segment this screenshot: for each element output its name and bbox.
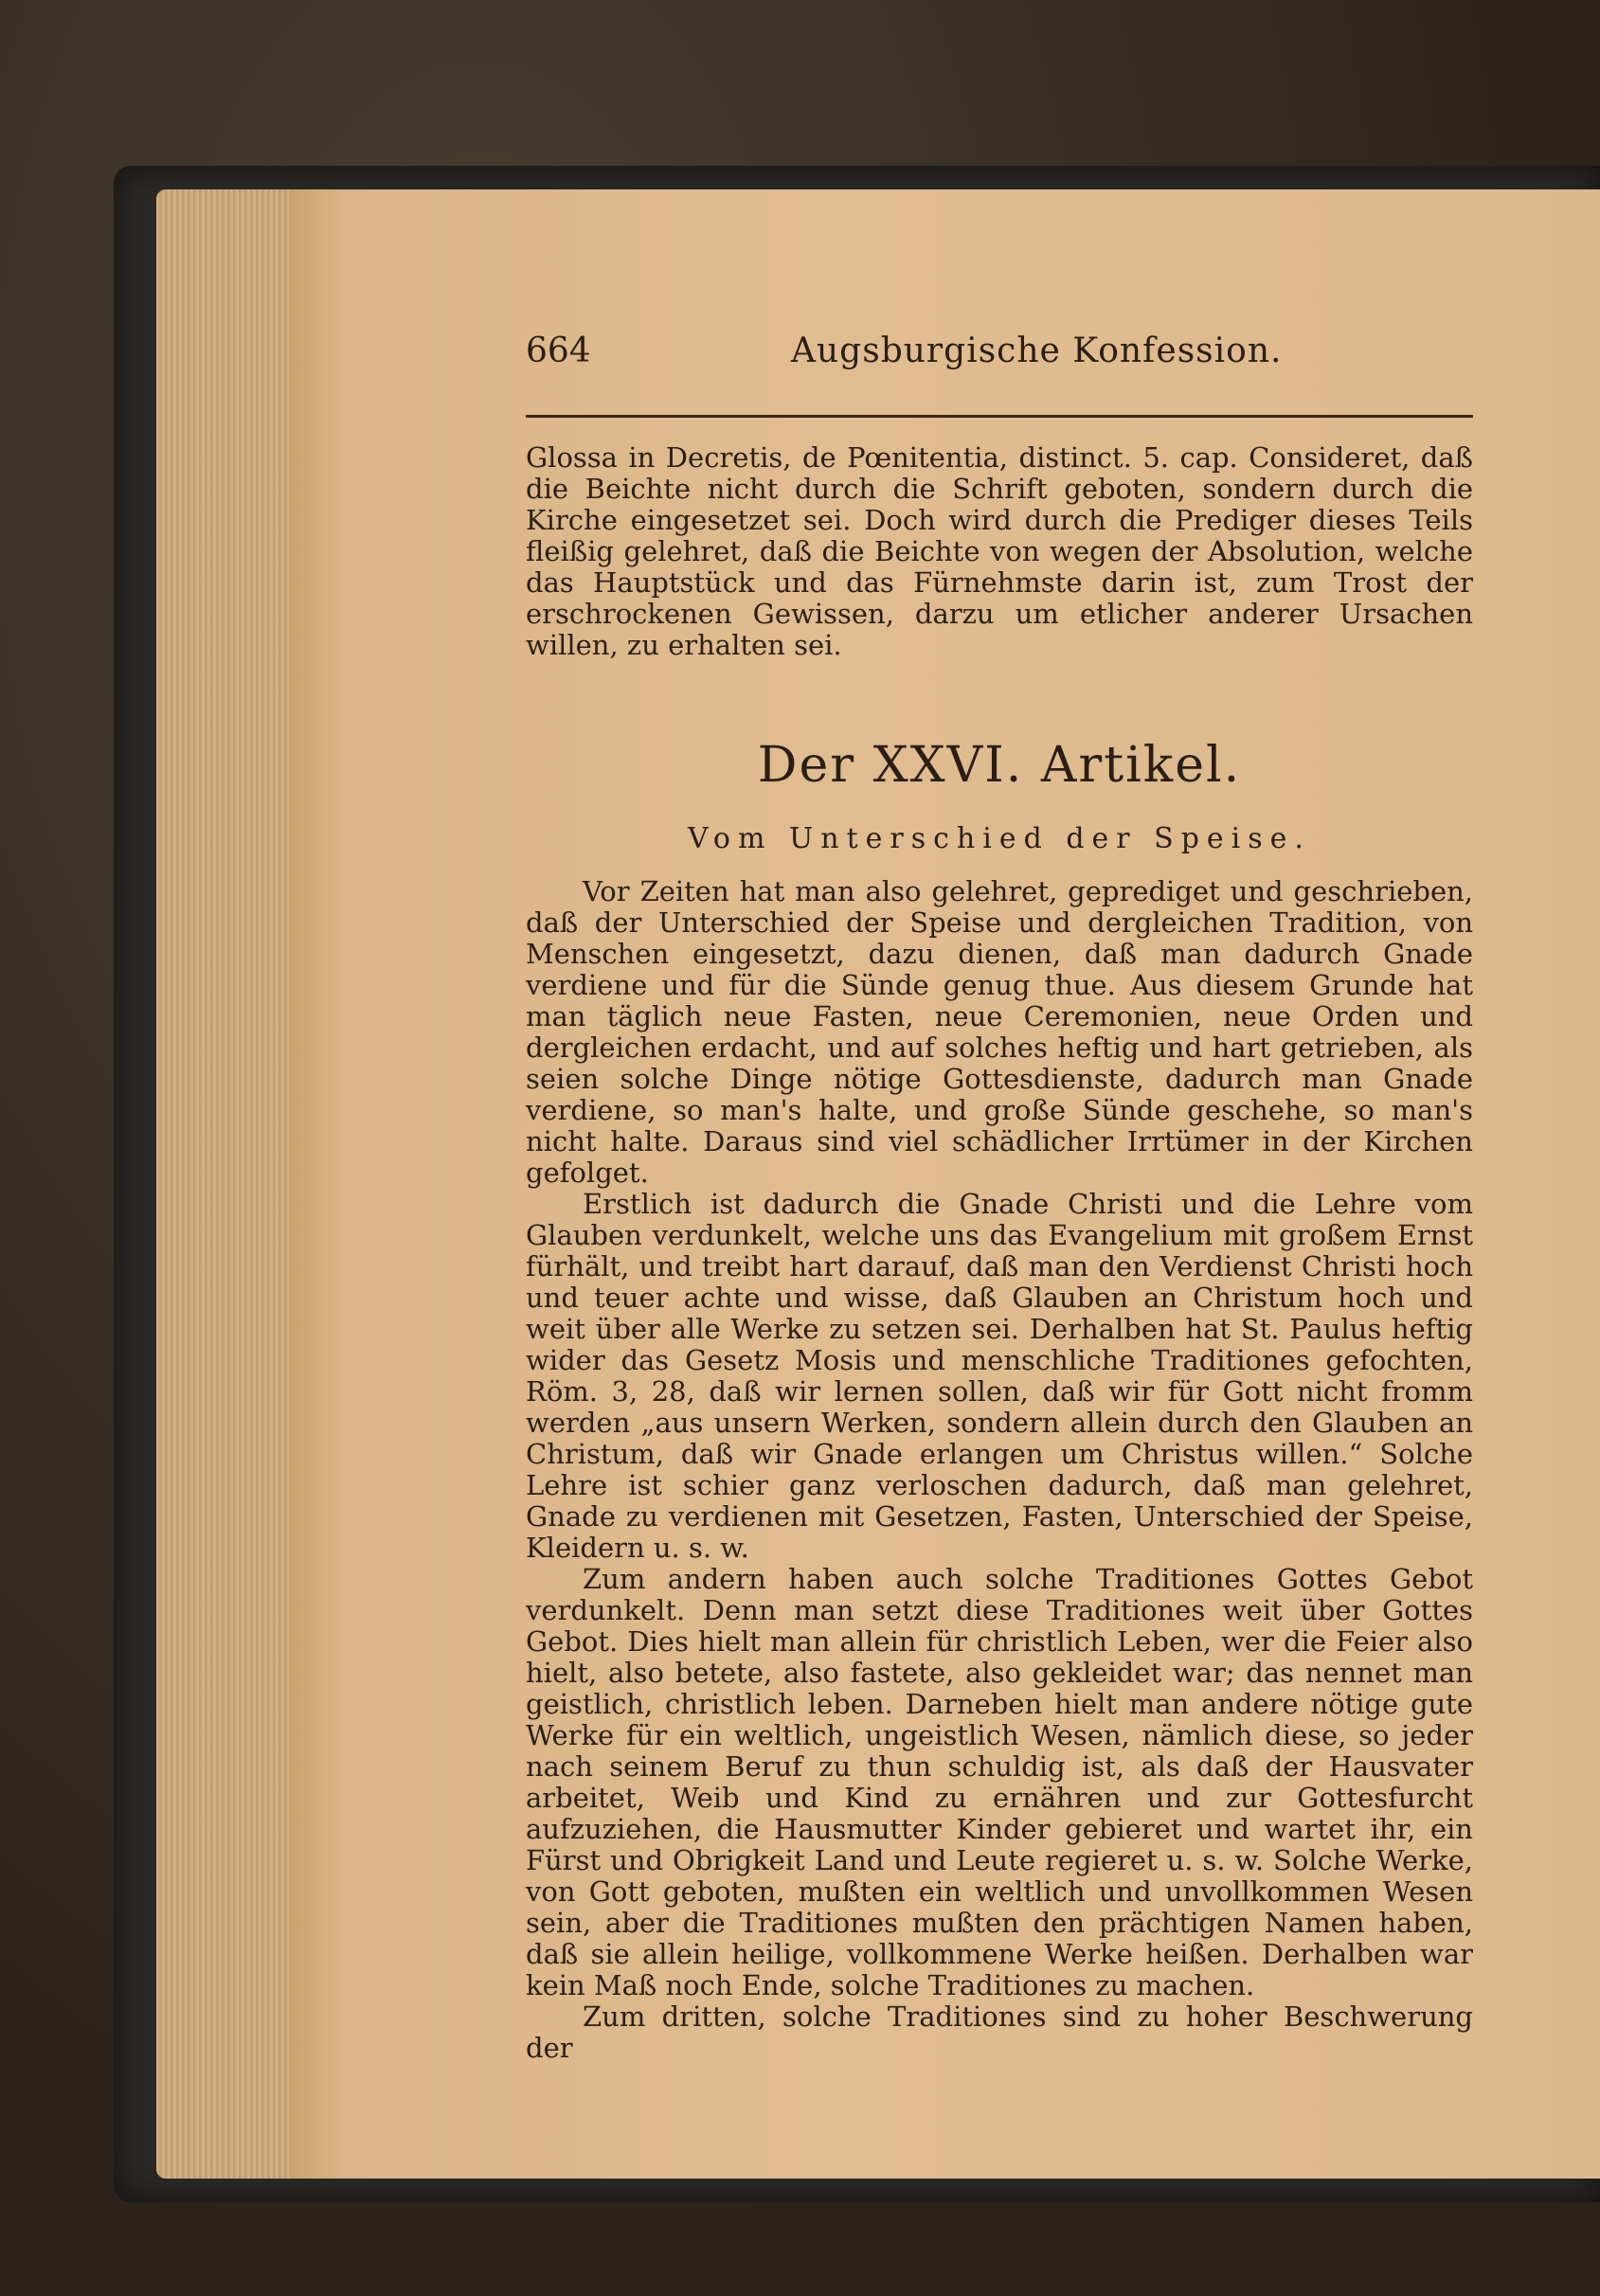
running-title: Augsburgische Konfession. (791, 332, 1283, 370)
paragraph: Zum andern haben auch solche Traditiones Gottes Gebot verdunkelt. Denn man setzt diese Traditiones weit über Gottes Gebot. Dies hielt man allein für christlich Leben, wer die Feier also hielt, also betete, also fastete, also gekleidet war; das nennet man geistlich, christlich leben. Darneben hielt man andere nötige gute Werke für ein weltlich, ungeistlich Wesen, nämlich diese, so jeder nach seinem Beruf zu thun schuldig ist, als daß der Hausvater arbeitet, Weib und Kind zu ernähren und zur Gottesfurcht aufzuziehen, die Hausmutter Kinder gebieret und wartet ihr, ein Fürst und Obrigkeit Land und Leute regieret u. s. w. Solche Werke, von Gott geboten, mußten ein weltlich und unvollkommen Wesen sein, aber die Traditiones mußten den prächtigen Namen haben, daß sie allein heilige, vollkommene Werke heißen. Derhalben war kein Maß noch Ende, solche Traditiones zu machen. (526, 1563, 1473, 2001)
continuation-paragraph: Glossa in Decretis, de Pœnitentia, distinct. 5. cap. Consideret, daß die Beichte nicht durch die Schrift geboten, sondern durch die Kirche eingesetzet sei. Doch wird durch die Prediger dieses Teils fleißig gelehret, daß die Beichte von wegen der Absolution, welche das Hauptstück und das Fürnehmste darin ist, zum Trost der erschrockenen Gewissen, darzu um etlicher anderer Ursachen willen, zu erhalten sei. (526, 441, 1473, 661)
paragraph: Vor Zeiten hat man also gelehret, geprediget und geschrieben, daß der Unterschied der Speise und dergleichen Tradition, von Menschen eingesetzt, dazu dienen, daß man dadurch Gnade verdiene und für die Sünde genug thue. Aus diesem Grunde hat man täglich neue Fasten, neue Ceremonien, neue Orden und dergleichen erdacht, und auf solches heftig und hart getrieben, als seien solche Dinge nötige Gottesdienste, dadurch man Gnade verdiene, so man's halte, und große Sünde geschehe, so man's nicht halte. Daraus sind viel schädlicher Irrtümer in der Kirchen gefolget. (526, 875, 1473, 1189)
page-number: 664 (526, 332, 591, 370)
page-edges (156, 189, 298, 2179)
page-header (526, 332, 1473, 418)
book-page (289, 189, 1600, 2179)
article-title: Der XXVI. Artikel. (757, 737, 1242, 794)
paragraph: Erstlich ist dadurch die Gnade Christi und die Lehre vom Glauben verdunkelt, welche uns das Evangelium mit großem Ernst fürhält, und treibt hart darauf, daß man den Verdienst Christi hoch und teuer achte und wisse, daß Glauben an Christum hoch und weit über alle Werke zu setzen sei. Derhalben hat St. Paulus heftig wider das Gesetz Mosis und menschliche Traditiones gefochten, Röm. 3, 28, daß wir lernen sollen, daß wir für Gott nicht fromm werden „aus unsern Werken, sondern allein durch den Glauben an Christum, daß wir Gnade erlangen um Christus willen.“ Solche Lehre ist schier ganz verloschen dadurch, daß man gelehret, Gnade zu verdienen mit Gesetzen, Fasten, Unterschied der Speise, Kleidern u. s. w. (526, 1188, 1473, 1564)
article-subtitle: Vom Unterschied der Speise. (688, 822, 1311, 855)
page-content (526, 332, 1473, 2064)
paragraph: Zum dritten, solche Traditiones sind zu hoher Beschwerung der (526, 2000, 1473, 2064)
